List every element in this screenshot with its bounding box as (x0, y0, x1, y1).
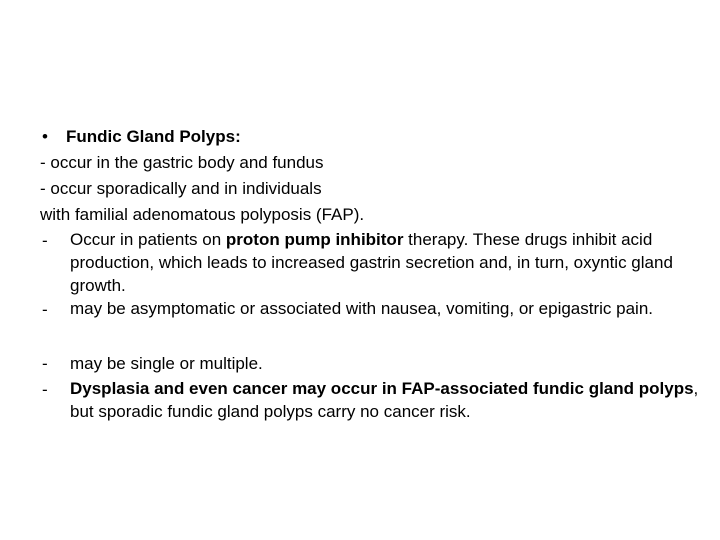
list-item-symptoms-text: may be asymptomatic or associated with nausea, vomiting, or epigastric pain. (70, 299, 653, 318)
ppi-text-before: Occur in patients on (70, 230, 226, 249)
bullet-icon: • (42, 127, 48, 146)
heading-text: Fundic Gland Polyps: (66, 127, 241, 146)
dash-mark: - (42, 231, 48, 250)
dash-mark: - (42, 354, 48, 373)
list-item-cancer-risk (42, 377, 712, 423)
list-item-multiplicity-text: may be single or multiple. (70, 354, 263, 373)
sporadic-line-1: - occur sporadically and in individuals (40, 179, 322, 198)
list-item-ppi (42, 228, 712, 297)
list-item-cancer-risk-text (70, 377, 712, 423)
ppi-text-bold: proton pump inhibitor (225, 230, 404, 249)
list-item-symptoms (42, 297, 712, 323)
list-item-multiplicity (42, 351, 712, 377)
slide-content (40, 124, 712, 423)
cancer-risk-text-after: , but sporadic fundic gland polyps carry no cancer risk. (70, 379, 699, 421)
cancer-risk-text-bold: Dysplasia and even cancer may occur in FAP-associated fundic gland polyps (70, 379, 694, 398)
sporadic-line-2: with familial adenomatous polyposis (FAP). (40, 205, 365, 224)
dash-mark: - (42, 300, 48, 319)
paragraph-gap (40, 323, 712, 351)
body-fundus-line: - occur in the gastric body and fundus (40, 153, 324, 172)
dash-mark: - (42, 380, 48, 399)
heading-bullet-item (40, 124, 712, 150)
list-item-ppi-text (70, 228, 712, 297)
ppi-text-after: therapy. These drugs inhibit acid production, which leads to increased gastrin secretion and, in turn, oxyntic gland growth. (70, 230, 673, 295)
